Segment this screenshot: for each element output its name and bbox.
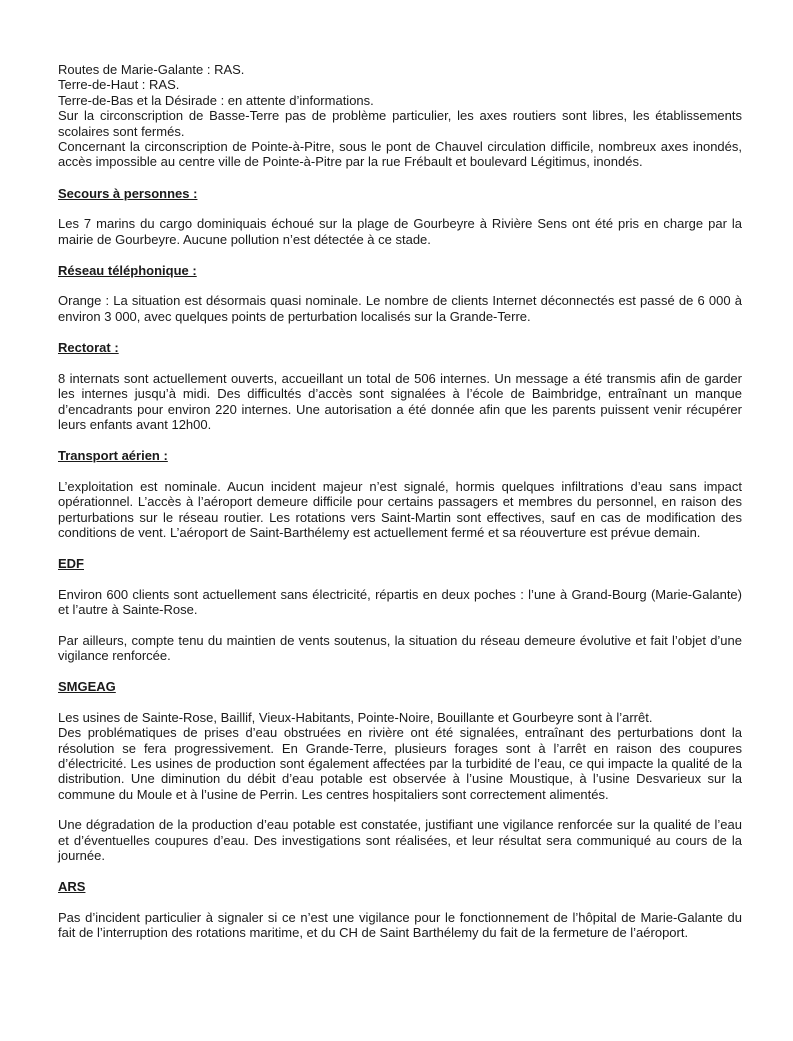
section-transport-aerien [58, 448, 742, 540]
section-paragraph: Environ 600 clients sont actuellement sans électricité, répartis en deux poches : l’une à Grand-Bourg (Marie-Galante) et l’autre à Sainte-Rose. [58, 586, 742, 618]
intro-line-marie-galante: Routes de Marie-Galante : RAS. [58, 62, 245, 77]
section-ars [58, 879, 742, 940]
section-heading: ARS [58, 879, 86, 895]
intro-line-terre-de-haut: Terre-de-Haut : RAS. [58, 77, 180, 93]
section-heading: Rectorat : [58, 340, 119, 356]
section-paragraph: L’exploitation est nominale. Aucun incident majeur n’est signalé, hormis quelques infiltrations d’eau sans impact opérationnel. L’accès à l’aéroport demeure difficile pour certains passagers et membres du personnel, en raison des perturbations sur le réseau routier. Les rotations vers Saint-Martin sont effectives, sauf en cas de modification des conditions de vent. L’aéroport de Saint-Barthélemy est actuellement fermé et sa réouverture est prévue demain. [58, 478, 742, 540]
intro-pointe-a-pitre: Concernant la circonscription de Pointe-à-Pitre, sous le pont de Chauvel circulation difficile, nombreux axes inondés, accès impossible au centre ville de Pointe-à-Pitre par la rue Frébault et boulevard Légitimus, inondés. [58, 139, 742, 170]
section-edf [58, 556, 742, 663]
section-paragraph: Orange : La situation est désormais quasi nominale. Le nombre de clients Internet déconnectés est passé de 6 000 à environ 3 000, avec quelques points de perturbation localisés sur la Grande-Terre. [58, 293, 742, 324]
section-paragraph: 8 internats sont actuellement ouverts, accueillant un total de 506 internes. Un message a été transmis afin de garder les internes jusqu’à midi. Des difficultés d’accès sont signalées à l’école de Baimbridge, entraînant un manque d’encadrants pour environ 220 internes. Une autorisation a été donnée afin que les parents puissent venir récupérer leurs enfants avant 12h00. [58, 370, 742, 432]
section-rectorat [58, 340, 742, 432]
section-secours [58, 186, 742, 247]
document-page [58, 62, 742, 941]
section-smgeag [58, 679, 742, 863]
section-heading: EDF [58, 556, 84, 572]
intro-block [58, 62, 742, 170]
section-line: Les usines de Sainte-Rose, Baillif, Vieux-Habitants, Pointe-Noire, Bouillante et Gourbeyre sont à l’arrêt. [58, 709, 653, 725]
section-heading: Secours à personnes : [58, 185, 198, 201]
section-paragraph: Par ailleurs, compte tenu du maintien de vents soutenus, la situation du réseau demeure évolutive et fait l’objet d’une vigilance renforcée. [58, 632, 742, 663]
section-heading: Transport aérien : [58, 448, 168, 464]
section-paragraph: Les 7 marins du cargo dominiquais échoué sur la plage de Gourbeyre à Rivière Sens ont été pris en charge par la mairie de Gourbeyre. Aucune pollution n’est détectée à ce stade. [58, 216, 742, 247]
section-telephone [58, 263, 742, 324]
section-paragraph: Des problématiques de prises d’eau obstruées en rivière ont été signalées, entraînant des perturbations dont la résolution se fera progressivement. En Grande-Terre, plusieurs forages sont à l’arrêt en raison des coupures d’électricité. Les usines de production sont également affectées par la turbidité de l’eau, ce qui impacte la qualité de la distribution. Une diminution du débit d’eau potable est observée à l’usine Moustique, à l’usine Desvarieux sur la commune du Moule et à l’usine de Perrin. Les centres hospitaliers sont correctement alimentés. [58, 725, 742, 802]
section-paragraph: Une dégradation de la production d’eau potable est constatée, justifiant une vigilance renforcée sur la qualité de l’eau et d’éventuelles coupures d’eau. Des investigations sont réalisées, et leur résultat sera communiqué au cours de la journée. [58, 817, 742, 864]
section-paragraph: Pas d’incident particulier à signaler si ce n’est une vigilance pour le fonctionnement de l’hôpital de Marie-Galante du fait de l’interruption des rotations maritime, et du CH de Saint Barthélemy du fait de la fermeture de l’aéroport. [58, 909, 742, 941]
section-heading: Réseau téléphonique : [58, 263, 197, 279]
section-heading: SMGEAG [58, 679, 116, 695]
intro-line-terre-de-bas: Terre-de-Bas et la Désirade : en attente d’informations. [58, 92, 374, 108]
intro-basse-terre: Sur la circonscription de Basse-Terre pas de problème particulier, les axes routiers sont libres, les établissements scolaires sont fermés. [58, 108, 742, 139]
